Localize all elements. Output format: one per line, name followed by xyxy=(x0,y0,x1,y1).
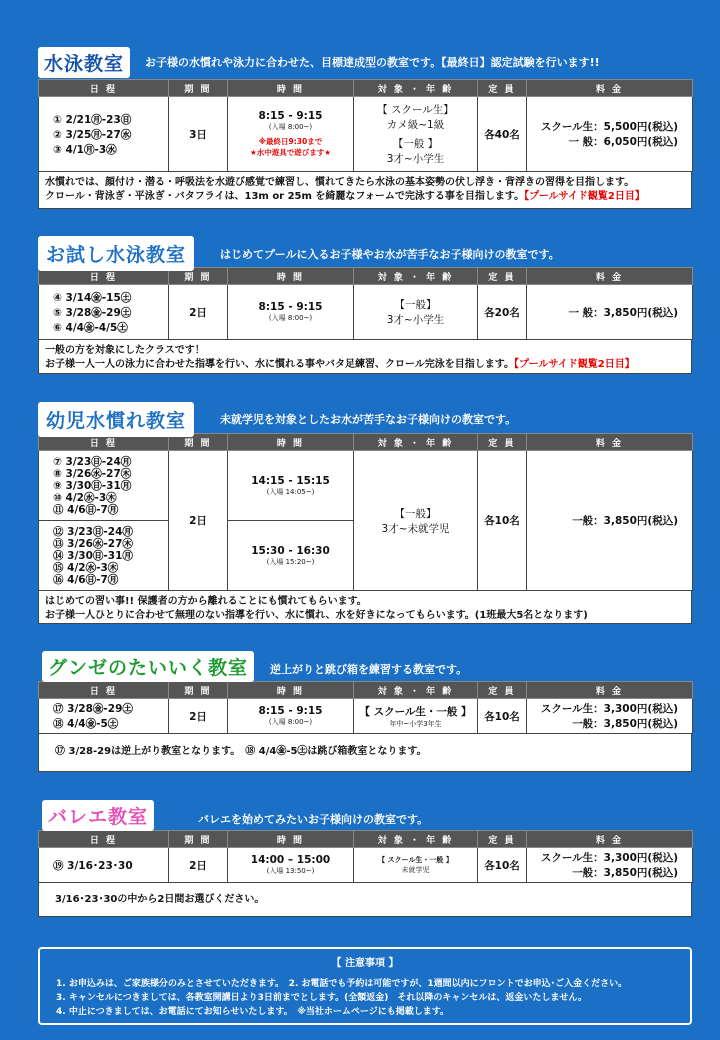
header-period: 期 間 xyxy=(169,831,228,848)
schedule-table xyxy=(38,433,693,591)
date-item: ⑪ 4/6㊐-7㊊ xyxy=(53,503,119,516)
period-cell: 3日 xyxy=(169,97,228,172)
section-header xyxy=(38,403,692,433)
header-time: 時 間 xyxy=(228,268,354,285)
date-item: ⑦ 3/23㊐-24㊊ xyxy=(53,455,132,468)
period-cell: 2日 xyxy=(169,699,228,734)
capacity-cell: 各10名 xyxy=(478,699,527,734)
target-label: 【一般】 xyxy=(394,299,437,311)
header-time: 時 間 xyxy=(228,682,354,699)
header-target: 対 象 ・ 年 齢 xyxy=(354,831,478,848)
date-item: ⑫ 3/23㊐-24㊊ xyxy=(53,525,133,538)
header-period: 期 間 xyxy=(169,80,228,97)
target-label: 【 スクール生】 xyxy=(377,104,454,116)
dates-cell xyxy=(39,699,169,734)
capacity-cell: 各10名 xyxy=(478,451,527,591)
dates-cell xyxy=(39,285,169,340)
table-header-row xyxy=(39,831,693,848)
table-header-row xyxy=(39,682,693,699)
target-label: 【 スクール生・一般 】 xyxy=(359,705,472,718)
schedule-table xyxy=(38,681,693,734)
header-capacity: 定 員 xyxy=(478,831,527,848)
dates-cell xyxy=(39,451,169,521)
price-line: 一般：3,850円(税込) xyxy=(572,718,678,730)
target-age: 未就学児 xyxy=(401,866,430,874)
period-cell: 2日 xyxy=(169,451,228,591)
section-title: 水泳教室 xyxy=(38,47,130,78)
target-cell xyxy=(354,699,478,734)
table-row xyxy=(39,97,693,172)
note-line: クロール・背泳ぎ・平泳ぎ・バタフライは、13m or 25m を綺麗なフォームで完泳する事を目指します。 xyxy=(45,191,525,202)
note-highlight: 【プールサイド観覧2日目】 xyxy=(524,191,645,202)
price-cell xyxy=(527,451,693,591)
date-item: ⑲ 3/16･23･30 xyxy=(53,859,133,872)
time-value: 8:15 - 9:15 xyxy=(258,301,323,313)
section-header xyxy=(38,47,692,96)
date-item: ⑧ 3/26㊌-27㊍ xyxy=(53,467,132,480)
time-cell xyxy=(228,699,354,734)
dates-cell xyxy=(39,848,169,883)
notice-line: 4. 中止につきましては、お電話にてお知らせいたします。 ※当社ホームページにも掲載します。 xyxy=(56,1007,449,1017)
date-item: ⑤ 3/28㊎-29㊏ xyxy=(53,306,132,319)
section-description: はじめてプールに入るお子様やお水が苦手なお子様向けの教室です。 xyxy=(220,248,560,261)
notice-box xyxy=(38,947,692,1025)
note-highlight: 【プールサイド観覧2日目】 xyxy=(514,359,635,370)
header-price: 料 金 xyxy=(527,434,693,451)
section-title: バレエ教室 xyxy=(42,800,154,831)
capacity-cell: 各20名 xyxy=(478,285,527,340)
note-line: 水慣れでは、顔付け・潜る・呼吸法を水遊び感覚で練習し、慣れてきたら水泳の基本姿勢の伏し浮き・背浮きの習得を目指します。 xyxy=(45,177,635,188)
time-value: 14:00 – 15:00 xyxy=(250,854,331,866)
price-cell xyxy=(527,285,693,340)
section-description: お子様の水慣れや泳力に合わせた、目標達成型の教室です。【最終日】認定試験を行います!! xyxy=(145,56,600,69)
section-header xyxy=(38,800,692,830)
section-note xyxy=(38,340,692,374)
table-row xyxy=(39,848,693,883)
entry-time: (入場 13:50~) xyxy=(266,867,315,875)
section-title: 幼児水慣れ教室 xyxy=(38,402,194,437)
date-item: ⑰ 3/28㊎-29㊏ xyxy=(53,703,133,715)
price-line: スクール生：5,500円(税込) xyxy=(540,121,678,133)
date-item: ② 3/25㊊-27㊌ xyxy=(53,128,132,141)
section-description: 逆上がりと跳び箱を練習する教室です。 xyxy=(270,663,468,676)
price-line: スクール生：3,300円(税込) xyxy=(540,703,678,715)
price-cell xyxy=(527,699,693,734)
capacity-cell: 各10名 xyxy=(478,848,527,883)
price-line: 一 般：3,850円(税込) xyxy=(568,306,678,319)
header-dates: 日 程 xyxy=(39,80,169,97)
target-label: 【 スクール生・一般 】 xyxy=(378,856,453,864)
entry-time: (入場 8:00~) xyxy=(268,123,313,131)
header-time: 時 間 xyxy=(228,80,354,97)
time-note: ※最終日9:30まで xyxy=(258,137,323,146)
table-row xyxy=(39,451,693,521)
time-note: ★水中遊具で遊びます★ xyxy=(250,148,331,157)
header-time: 時 間 xyxy=(228,434,354,451)
entry-time: (入場 14:05~) xyxy=(266,487,315,496)
header-target: 対 象 ・ 年 齢 xyxy=(354,434,478,451)
note-line: お子様一人ひとりに合わせて無理のない指導を行い、水に慣れ、水を好きになってもらいます。(1班最大5名となります) xyxy=(45,610,588,621)
target-cell xyxy=(354,97,478,172)
table-row xyxy=(39,285,693,340)
date-item: ⑬ 3/26㊌-27㊍ xyxy=(53,537,133,550)
date-item: ④ 3/14㊎-15㊏ xyxy=(53,291,132,304)
date-item: ⑯ 4/6㊐-7㊊ xyxy=(53,573,119,586)
dates-cell xyxy=(39,521,169,591)
header-price: 料 金 xyxy=(527,831,693,848)
price-line: 一般：3,850円(税込) xyxy=(572,515,678,527)
header-target: 対 象 ・ 年 齢 xyxy=(354,80,478,97)
header-dates: 日 程 xyxy=(39,268,169,285)
header-capacity: 定 員 xyxy=(478,682,527,699)
notice-line: 1. お申込みは、ご家族様分のみとさせていただきます。 2. お電話でも予約は可能ですが、1週間以内にフロントでお申込･ご入金ください。 xyxy=(56,979,628,989)
price-line: スクール生：3,300円(税込) xyxy=(540,852,678,864)
section-header xyxy=(38,651,692,681)
target-age: 3才~小学生 xyxy=(386,314,445,326)
section-title: お試し水泳教室 xyxy=(38,236,194,271)
note-line: ⑰ 3/28-29は逆上がり教室となります。 ⑱ 4/4㊎-5㊏は跳び箱教室となります。 xyxy=(55,746,427,757)
header-dates: 日 程 xyxy=(39,434,169,451)
section-trial-swim xyxy=(38,237,692,374)
target-age: 3才~小学生 xyxy=(386,153,445,165)
period-cell: 2日 xyxy=(169,848,228,883)
time-cell xyxy=(228,285,354,340)
time-cell xyxy=(228,97,354,172)
target-age: カメ級~1級 xyxy=(386,119,445,131)
target-label: 【一般 】 xyxy=(392,138,439,150)
date-item: ⑱ 4/4㊎-5㊏ xyxy=(53,718,119,730)
schedule-table xyxy=(38,267,693,340)
note-line: はじめての習い事!! 保護者の方から離れることにも慣れてもらいます。 xyxy=(45,596,367,607)
note-line: お子様一人一人の泳力に合わせた指導を行い、水に慣れる事やバタ足練習、クロール完泳を目指します。 xyxy=(45,359,514,370)
notice-lines xyxy=(56,977,690,1019)
dates-cell xyxy=(39,97,169,172)
date-item: ⑩ 4/2㊌-3㊍ xyxy=(53,491,117,504)
target-cell xyxy=(354,285,478,340)
period-cell: 2日 xyxy=(169,285,228,340)
section-note xyxy=(38,734,692,772)
time-value: 14:15 - 15:15 xyxy=(251,474,330,487)
section-ballet xyxy=(38,800,692,917)
date-item: ① 2/21㊊-23㊐ xyxy=(53,113,132,126)
date-item: ⑮ 4/2㊌-3㊍ xyxy=(53,561,119,574)
date-item: ⑥ 4/4㊎-4/5㊏ xyxy=(53,321,128,334)
header-dates: 日 程 xyxy=(39,831,169,848)
header-capacity: 定 員 xyxy=(478,434,527,451)
section-toddler-swim xyxy=(38,403,692,624)
section-title: グンゼのたいいく教室 xyxy=(42,651,254,682)
note-line: 一般の方を対象にしたクラスです！ xyxy=(45,345,205,356)
capacity-cell: 各40名 xyxy=(478,97,527,172)
section-description: バレエを始めてみたいお子様向けの教室です。 xyxy=(198,813,429,826)
price-line: 一 般：6,050円(税込) xyxy=(568,136,678,148)
header-time: 時 間 xyxy=(228,831,354,848)
date-item: ③ 4/1㊊-3㊌ xyxy=(53,143,117,156)
target-label: 【一般】 xyxy=(394,507,437,520)
date-item: ⑨ 3/30㊐-31㊊ xyxy=(53,479,132,492)
entry-time: (入場 8:00~) xyxy=(268,718,313,726)
section-note xyxy=(38,883,692,917)
section-swim xyxy=(38,47,692,209)
section-header xyxy=(38,237,692,267)
section-gym xyxy=(38,651,692,772)
target-age: 3才~未就学児 xyxy=(381,522,450,535)
price-cell xyxy=(527,97,693,172)
time-cell xyxy=(228,451,354,521)
notice-line: 3. キャンセルにつきましては、各教室開講日より3日前までとします。(全額返金) それ以降のキャンセルは、返金いたしません。 xyxy=(56,993,587,1003)
header-capacity: 定 員 xyxy=(478,268,527,285)
date-item: ⑭ 3/30㊐-31㊊ xyxy=(53,549,133,562)
header-price: 料 金 xyxy=(527,80,693,97)
target-cell xyxy=(354,451,478,591)
section-description: 未就学児を対象としたお水が苦手なお子様向けの教室です。 xyxy=(220,413,517,426)
target-cell xyxy=(354,848,478,883)
header-dates: 日 程 xyxy=(39,682,169,699)
price-line: 一般：3,850円(税込) xyxy=(572,867,678,879)
header-price: 料 金 xyxy=(527,682,693,699)
time-value: 8:15 - 9:15 xyxy=(258,110,323,122)
time-value: 8:15 - 9:15 xyxy=(258,705,323,717)
entry-time: (入場 8:00~) xyxy=(268,314,313,322)
header-period: 期 間 xyxy=(169,682,228,699)
note-line: 3/16･23･30の中から2日間お選びください。 xyxy=(55,894,265,905)
header-target: 対 象 ・ 年 齢 xyxy=(354,268,478,285)
section-note xyxy=(38,591,692,624)
header-capacity: 定 員 xyxy=(478,80,527,97)
header-price: 料 金 xyxy=(527,268,693,285)
price-cell xyxy=(527,848,693,883)
header-period: 期 間 xyxy=(169,268,228,285)
schedule-table xyxy=(38,830,693,883)
section-note xyxy=(38,172,692,209)
entry-time: (入場 15:20~) xyxy=(266,557,315,566)
notice-title: 【 注意事項 】 xyxy=(331,958,399,969)
header-target: 対 象 ・ 年 齢 xyxy=(354,682,478,699)
time-value: 15:30 - 16:30 xyxy=(251,544,330,557)
time-cell xyxy=(228,848,354,883)
time-cell xyxy=(228,521,354,591)
table-row xyxy=(39,699,693,734)
target-age: 年中~小学3年生 xyxy=(389,719,442,728)
header-period: 期 間 xyxy=(169,434,228,451)
